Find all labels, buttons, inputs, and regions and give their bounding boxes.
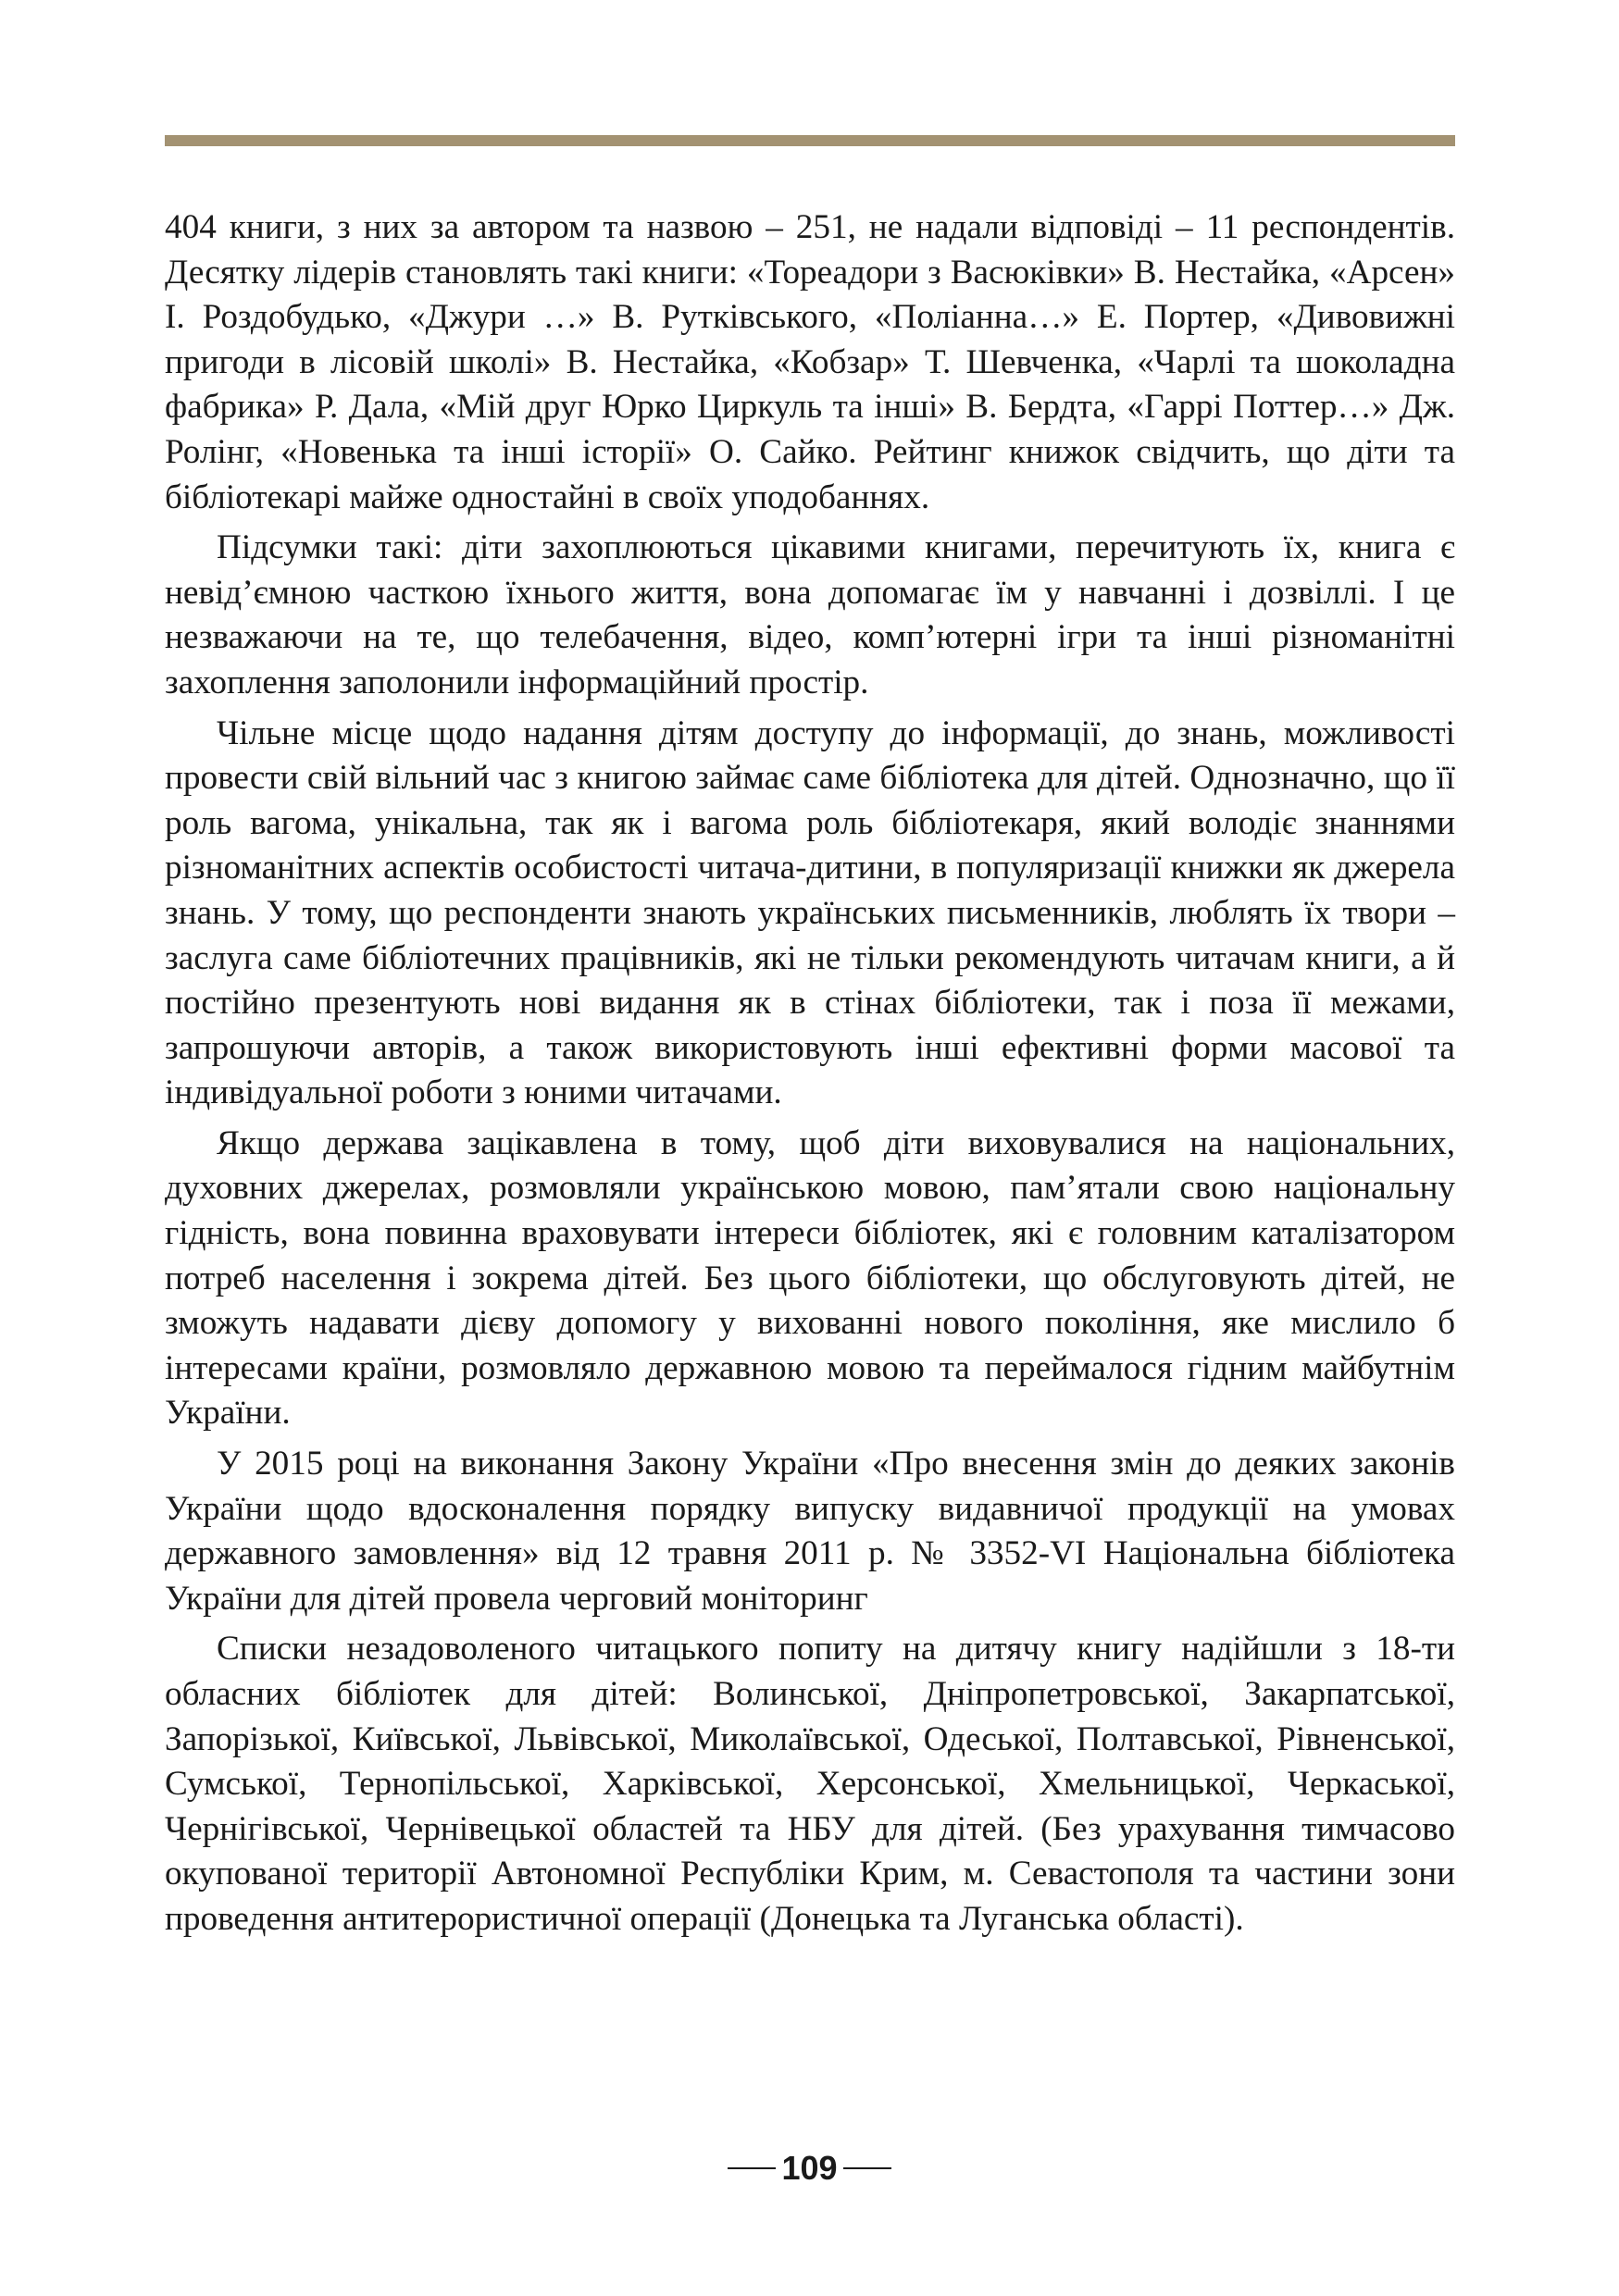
paragraph-summary: Підсумки такі: діти захоплюються цікавими книгами, перечитують їх, книга є невід’ємною часткою їхнього життя, вона допомагає їм у навчанні і дозвіллі. І це незважаючи на те, що телебачення, відео, комп’ютерні ігри та інші різноманітні захоплення заполонили інформаційний простір.	[165, 528, 1455, 701]
paragraph-state-interest: Якщо держава зацікавлена в тому, щоб діти виховувалися на національних, духовних джерелах, розмовляли українською мовою, пам’ятали свою національну гідність, вона повинна враховувати інтереси бібліотек, які є головним каталізатором потреб населення і зокрема дітей. Без цього бібліотеки, що обслуговують дітей, не зможуть надавати дієву допомогу у вихованні нового покоління, яке мислило б інтересами країни, розмовляло державною мовою та переймалося гідним майбутнім України.	[165, 1123, 1455, 1433]
footer-line-right	[843, 2167, 891, 2169]
page-number: 109	[781, 2149, 838, 2187]
body-text	[165, 205, 1455, 1942]
page-footer	[0, 2150, 1619, 2187]
footer-line-left	[728, 2167, 776, 2169]
paragraph-monitoring-2015: У 2015 році на виконання Закону України «Про внесення змін до деяких законів України щодо вдосконалення порядку випуску видавничої продукції на умовах державного замовлення» від 12 травня 2011 р. № 3352-VI Національна бібліотека України для дітей провела черговий моніторинг	[165, 1445, 1455, 1618]
header-rule	[165, 135, 1455, 146]
paragraph-book-rating: 404 книги, з них за автором та назвою – 251, не надали відповіді – 11 респондентів. Десятку лідерів становлять такі книги: «Тореадори з Васюківки» В. Нестайка, «Арсен» І. Роздобудько, «Джури …» В. Рутківського, «Поліанна…» Е. Портер, «Дивовижні пригоди в лісовій школі» В. Нестайка, «Кобзар» Т. Шевченка, «Чарлі та шоколадна фабрика» Р. Дала, «Мій друг Юрко Циркуль та інші» В. Бердта, «Гаррі Поттер…» Дж. Ролінг, «Новенька та інші історії» О. Сайко. Рейтинг книжок свідчить, що діти та бібліотекарі майже одностайні в своїх уподобаннях.	[165, 208, 1455, 516]
paragraph-regional-lists: Списки незадоволеного читацького попиту на дитячу книгу надійшли з 18-ти обласних бібліотек для дітей: Волинської, Дніпропетровської, Закарпатської, Запорізької, Київської, Львівської, Миколаївської, Одеської, Полтавської, Рівненської, Сумської, Тернопільської, Харківської, Херсонської, Хмельницької, Черкаської, Чернігівської, Чернівецької областей та НБУ для дітей. (Без урахування тимчасово окупованої території Автономної Республіки Крим, м. Севастополя та частини зони проведення антитерористичної операції (Донецька та Луганська області).	[165, 1630, 1455, 1938]
paragraph-library-role: Чільне місце щодо надання дітям доступу до інформації, до знань, можливості провести свій вільний час з книгою займає саме бібліотека для дітей. Однозначно, що її роль вагома, унікальна, так як і вагома роль бібліотекаря, який володіє знаннями різноманітних аспектів особистості читача-дитини, в популяризації книжки як джерела знань. У тому, що респонденти знають українських письменників, люблять їх твори – заслуга саме бібліотечних працівників, які не тільки рекомендують читачам книги, а й постійно презентують нові видання як в стінах бібліотеки, так і поза її межами, запрошуючи авторів, а також використовують інші ефективні форми масової та індивідуальної роботи з юними читачами.	[165, 714, 1455, 1112]
